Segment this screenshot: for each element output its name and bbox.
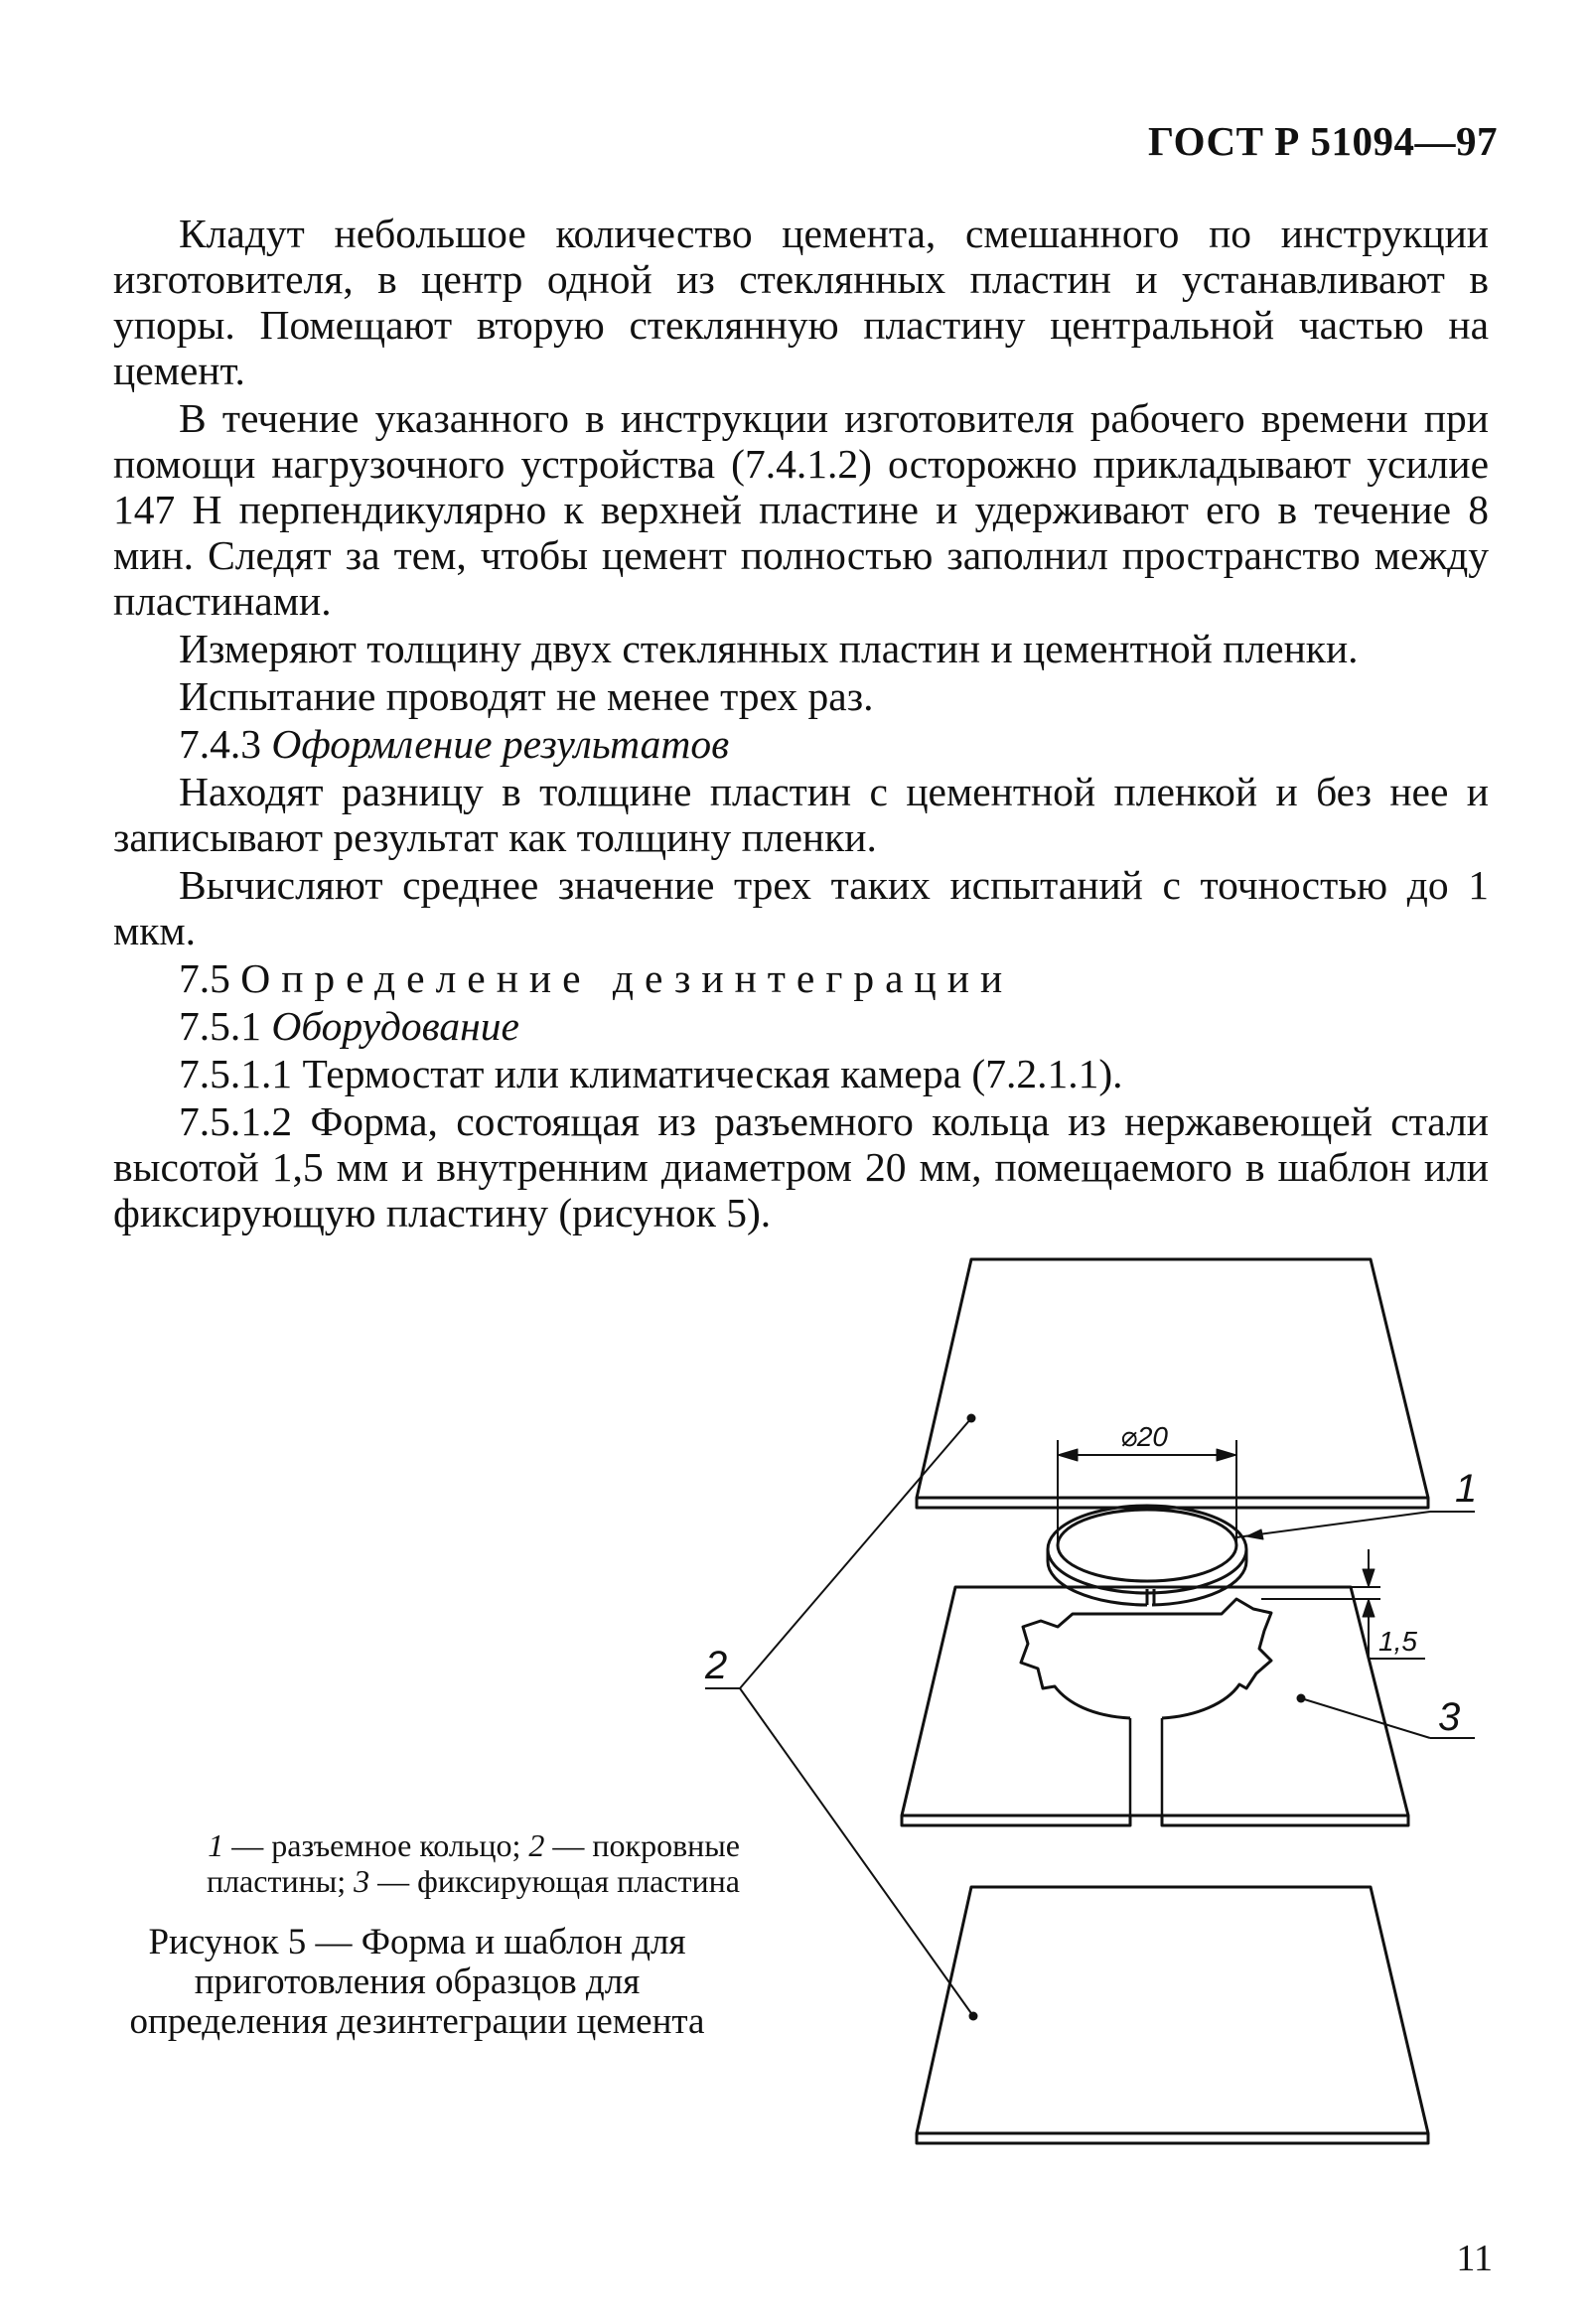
paragraph: Находят разницу в толщине пластин с цементной пленкой и без нее и записывают результат как толщину пленки. [113,769,1489,860]
legend-number: 3 [354,1863,370,1899]
paragraph: Испытание проводят не менее трех раз. [179,673,874,719]
legend-number: 2 [528,1827,545,1863]
figure-5-diagram [705,1251,1500,2245]
item-text: Термостат или климатическая камера (7.2.1.1). [302,1051,1123,1096]
section-number: 7.5 [179,955,230,1001]
legend-number: 1 [208,1827,224,1863]
item-text: Форма, состоящая из разъемного кольца из нержавеющей стали высотой 1,5 мм и внутренним диаметром 20 мм, помещаемого в шаблон или фиксирующую пластину (рисунок 5). [113,1098,1490,1235]
item-7-5-1-2 [113,1098,1489,1235]
dim-diameter-label: ⌀20 [1120,1421,1169,1452]
plate-cutout [1021,1599,1271,1718]
legend-text: — фиксирующая пластина [369,1863,740,1899]
item-number: 7.5.1.1 [179,1051,293,1096]
standard-header: ГОСТ Р 51094—97 [1148,118,1498,164]
callout-2: 2 [705,1644,728,1687]
dim-height-label: 1,5 [1378,1626,1417,1657]
callout-1: 1 [1455,1467,1478,1511]
callout-3: 3 [1438,1695,1461,1739]
figure-caption: Рисунок 5 — Форма и шаблон для приготовления образцов для определения дезинтеграции цемента [129,1922,705,2042]
paragraph: Измеряют толщину двух стеклянных пластин и цементной пленки. [179,626,1359,671]
page-number: 11 [1456,2238,1493,2279]
item-number: 7.5.1.2 [179,1098,293,1144]
paragraph: Кладут небольшое количество цемента, смешанного по инструкции изготовителя, в центр одной из стеклянных пластин и устанавливают в упоры. Помещают вторую стеклянную пластину центральной частью на цемент. [113,211,1489,393]
paragraph: В течение указанного в инструкции изготовителя рабочего времени при помощи нагрузочного устройства (7.4.1.2) осторожно прикладывают усилие 147 Н перпендикулярно к верхней пластине и удерживают его в течение 8 мин. Следят за тем, чтобы цемент полностью заполнил пространство между пластинами. [113,395,1489,624]
section-number: 7.4.3 [179,721,261,767]
paragraph: Вычисляют среднее значение трех таких испытаний с точностью до 1 мкм. [113,862,1489,953]
legend-text: — разъемное кольцо; [223,1827,529,1863]
section-title: Оформление результатов [271,721,730,767]
section-number: 7.5.1 [179,1003,261,1049]
body-text [113,211,1489,1237]
bottom-cover-plate [917,1887,1428,2133]
section-title: Оборудование [271,1003,519,1049]
top-cover-plate [917,1259,1428,1498]
section-heading-7-5 [113,955,1489,1001]
figure-legend [94,1827,740,1899]
section-title: Определение дезинтеграции [240,955,1014,1001]
fixing-plate [902,1587,1408,1816]
section-heading-7-5-1 [113,1003,1489,1049]
legend-text: — покровные пластины; [206,1827,740,1899]
item-7-5-1-1 [113,1051,1489,1096]
section-heading-7-4-3 [113,721,1489,767]
